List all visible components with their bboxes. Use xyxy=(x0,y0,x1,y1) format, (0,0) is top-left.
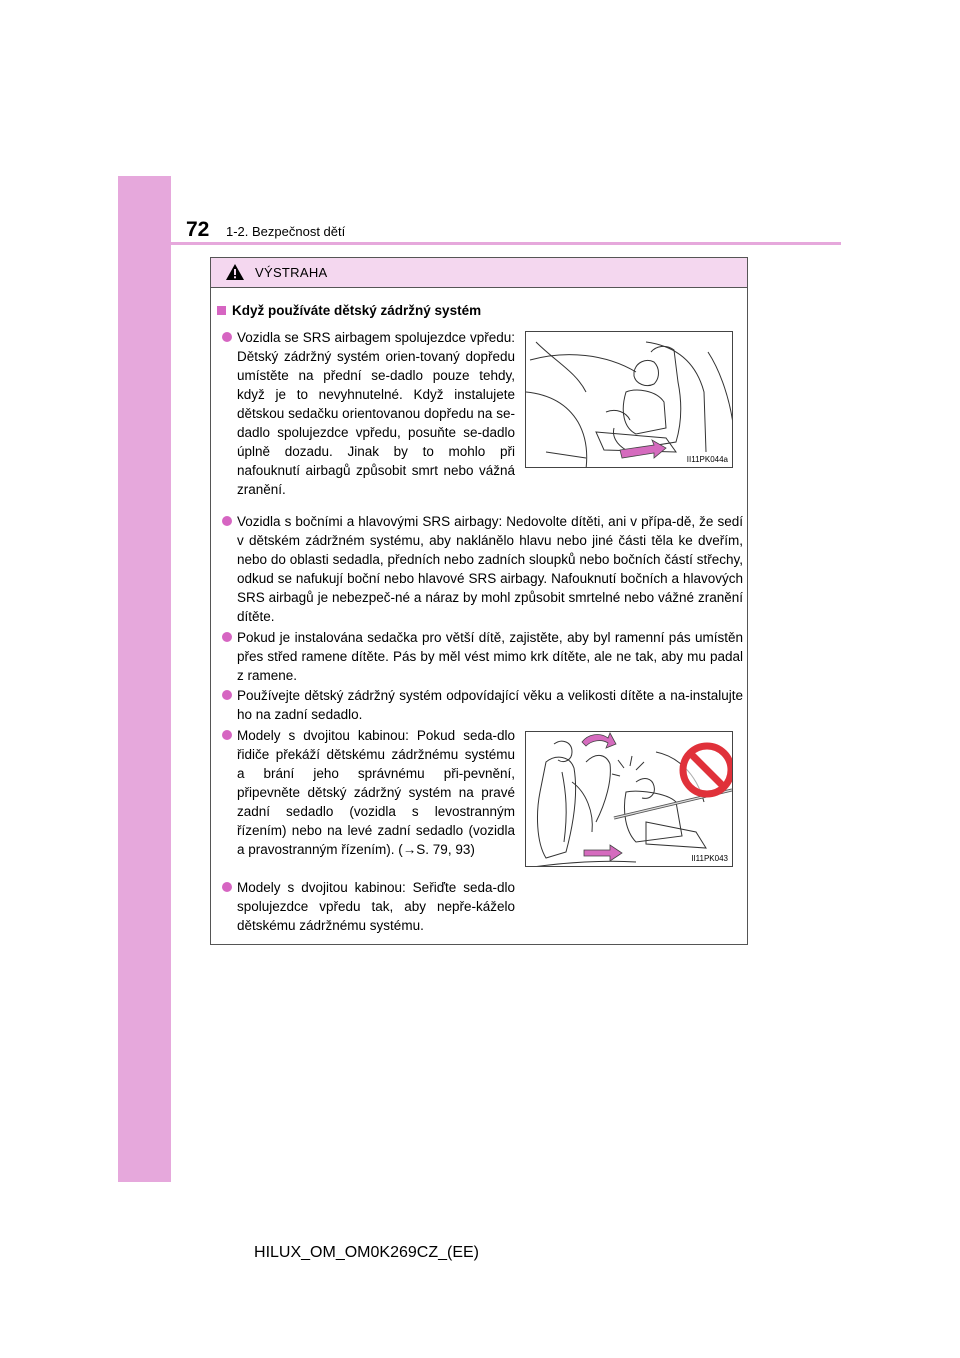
header-rule xyxy=(171,242,841,245)
bullet-icon xyxy=(222,632,232,642)
section-title: 1-2. Bezpečnost dětí xyxy=(226,224,346,239)
warning-header xyxy=(211,258,747,288)
figure-double-cab-seat xyxy=(525,731,733,867)
page-number: 72 xyxy=(186,218,210,241)
bullet-icon xyxy=(222,690,232,700)
figure-code: II11PK043 xyxy=(691,854,728,863)
warning-triangle-icon xyxy=(225,263,245,281)
square-bullet-icon xyxy=(217,306,226,315)
side-tab xyxy=(118,176,171,1182)
child-seat-front-illustration xyxy=(526,332,733,468)
warning-heading: Když používáte dětský zádržný systém xyxy=(217,303,481,318)
bullet-icon xyxy=(222,516,232,526)
footer-doc-code: HILUX_OM_OM0K269CZ_(EE) xyxy=(254,1244,479,1261)
figure-forward-child-seat xyxy=(525,331,733,468)
double-cab-seat-illustration xyxy=(526,732,733,867)
bullet-icon xyxy=(222,730,232,740)
bullet-icon xyxy=(222,882,232,892)
warning-title: VÝSTRAHA xyxy=(255,265,328,280)
figure-code: II11PK044a xyxy=(686,455,728,464)
bullet-icon xyxy=(222,332,232,342)
warning-box: VÝSTRAHA Když používáte dětský zádržný systém Vozidla se SRS airbagem spolujezdce vpředu: Dětský zádržný systém orien-tovaný dopředu umístěte na přední se-dadlo pouze tehdy, když je to nevyhnutelné. Když instalujete dětskou sedačku orientovanou dopředu na se-dadlo spolujezdce vpředu, posuňte se-dadlo úplně dozadu. Jinak by to mohlo při nafouknutí airbagů způsobit smrt nebo vážná zranění. II11PK044a Vozidla s bočními a hlavovými SRS airbagy: Nedovolte dítěti, ani v přípa-dě, že sedí v dětském zádržném systému, aby naklánělo hlavu nebo jiné části těla ke dveřím, nebo do oblasti sedadla, předních nebo zadních sloupků nebo bočních částí střechy, odkud se nafukují boční nebo hlavové SRS airbagy. Nafouknutí bočních a hlavových SRS airbagů je nebezpeč-né a náraz by mohl způsobit smrtelné nebo vážné zranění dítěte. Pokud je instalována sedačka pro větší dítě, zajistěte, aby byl ramenní pás umístěn přes střed ramene dítěte. Pás by měl vést mimo krk dítěte, ale ne tak, aby mu padal z ramene. Používejte dětský zádržný systém odpovídající věku a velikosti dítěte a na-instalujte ho na zadní sedadlo. Modely s dvojitou kabinou: Pokud seda-dlo řidiče překáží dětskému zádržnému systému a brání jeho správnému při-pevnění, připevněte dětský zádržný systém na pravé zadní sedadlo (vozidla s levostranným řízením) nebo na levé zadní sedadlo (vozidla a pravostranným řízením). (→S. 79, 93) II11PK043 Modely s dvojitou kabinou: Seřiďte seda-dlo spolujezdce vpředu tak, aby nepře-káželo dětskému zádržnému systému. xyxy=(210,257,748,945)
